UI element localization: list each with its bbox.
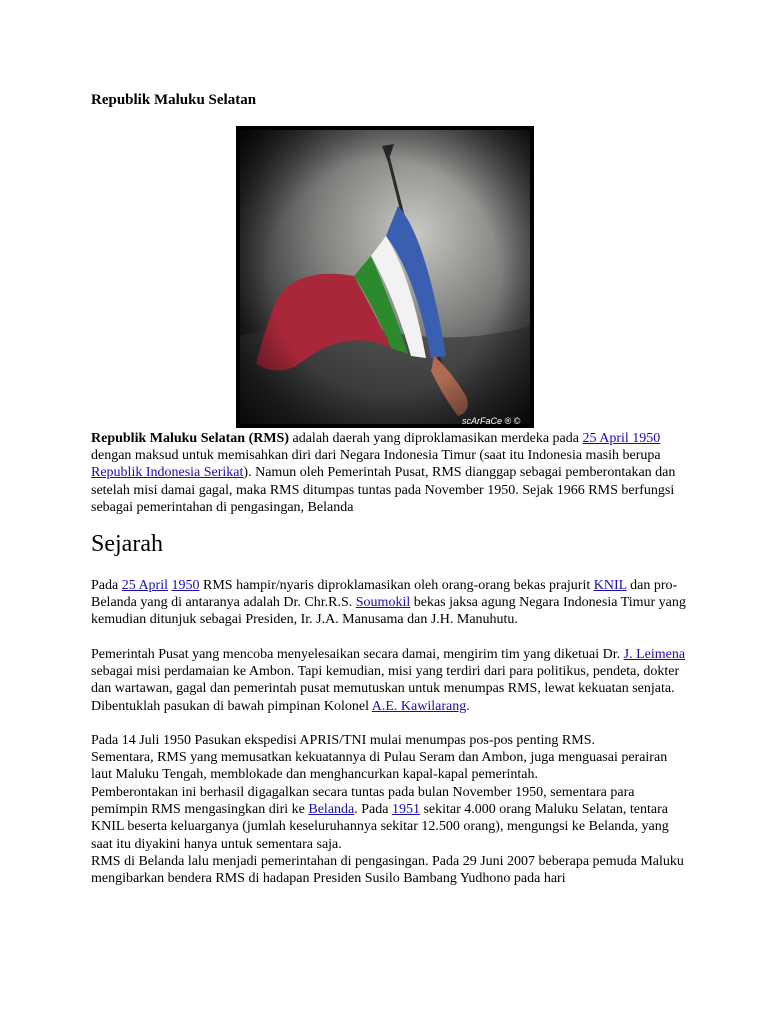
link-soumokil[interactable]: Soumokil xyxy=(355,595,411,611)
section-heading-sejarah: Sejarah xyxy=(91,531,163,557)
history-text: sebagai misi perdamaian ke Ambon. Tapi kemudian, misi yang terdiri dari para politikus, pendeta, dokter dan wartawan, gagal dan pemerintah pusat memutuskan untuk menumpas RMS, lewat kekuatan senjata. Dibentuklah pasukan di bawah pimpinan Kolonel xyxy=(91,664,680,714)
history-paragraph-2 xyxy=(91,646,691,715)
intro-text-2: dengan maksud untuk memisahkan diri dari Negara Indonesia Timur (saat itu Indonesia masih berupa xyxy=(91,448,661,464)
page-title: Republik Maluku Selatan xyxy=(91,92,257,108)
history-text: . xyxy=(466,698,470,714)
link-republik-indonesia-serikat[interactable]: Republik Indonesia Serikat xyxy=(91,465,244,481)
rms-flag-photo xyxy=(236,126,534,428)
link-1951[interactable]: 1951 xyxy=(391,802,420,818)
history-text: bekas jaksa agung Negara Indonesia Timur yang kemudian ditunjuk sebagai Presiden, Ir. J.A. Manusama dan J.H. Manuhutu. xyxy=(91,595,686,628)
history-paragraph-1 xyxy=(91,577,691,629)
intro-bold-abbr: (RMS) xyxy=(248,431,289,446)
history-text: Pemberontakan ini berhasil digagalkan secara tuntas pada bulan November 1950, sementara para pemimpin RMS mengasingkan diri ke xyxy=(91,785,635,818)
history-text: RMS hampir/nyaris diproklamasikan oleh orang-orang bekas prajurit xyxy=(199,578,594,593)
history-text: Pada xyxy=(91,578,122,593)
intro-text-3: ). Namun oleh Pemerintah Pusat, RMS dianggap sebagai pemberontakan dan setelah misi damai gagal, maka RMS ditumpas tuntas pada November 1950. Sejak 1966 RMS berfungsi sebagai pemerintahan di pengasingan, Belanda xyxy=(91,465,676,515)
link-j-leimena[interactable]: J. Leimena xyxy=(623,647,686,662)
history-paragraph-3: Pada 14 Juli 1950 Pasukan ekspedisi APRIS/TNI mulai menumpas pos-pos penting RMS. xyxy=(91,733,595,748)
intro-text-1: adalah daerah yang diproklamasikan merdeka pada xyxy=(289,431,583,446)
link-belanda[interactable]: Belanda xyxy=(308,802,355,818)
link-25-april[interactable]: 25 April xyxy=(121,578,168,593)
history-text: dan pro-Belanda yang di antaranya adalah Dr. Chr.R.S. xyxy=(91,578,678,611)
link-ae-kawilarang[interactable]: A.E. Kawilarang xyxy=(371,698,467,714)
link-25-april-1950[interactable]: 25 April 1950 xyxy=(582,431,661,446)
history-text: Pemerintah Pusat yang mencoba menyelesaikan secara damai, mengirim tim yang diketuai Dr. xyxy=(91,647,624,662)
history-text: sekitar 4.000 orang Maluku Selatan, tentara KNIL beserta keluarganya (jumlah keseluruhannya sekitar 12.500 orang), mengungsi ke Belanda, yang saat itu diyakini hanya untuk sementara saja. xyxy=(91,802,669,852)
history-paragraph-6: RMS di Belanda lalu menjadi pemerintahan di pengasingan. Pada 29 Juni 2007 beberapa pemuda Maluku mengibarkan bendera RMS di hadapan Presiden Susilo Bambang Yudhono pada hari xyxy=(91,854,684,887)
link-knil[interactable]: KNIL xyxy=(593,578,627,593)
watermark-text: scArFaCe ® © xyxy=(462,416,521,426)
history-paragraph-5 xyxy=(91,784,691,853)
history-text: . Pada xyxy=(354,802,392,818)
intro-paragraph xyxy=(91,430,691,516)
intro-bold-name: Republik Maluku Selatan xyxy=(91,431,246,446)
history-paragraph-4: Sementara, RMS yang memusatkan kekuatannya di Pulau Seram dan Ambon, juga menguasai perairan laut Maluku Tengah, memblokade dan menghancurkan kapal-kapal pemerintah. xyxy=(91,750,668,783)
link-1950[interactable]: 1950 xyxy=(171,578,200,593)
